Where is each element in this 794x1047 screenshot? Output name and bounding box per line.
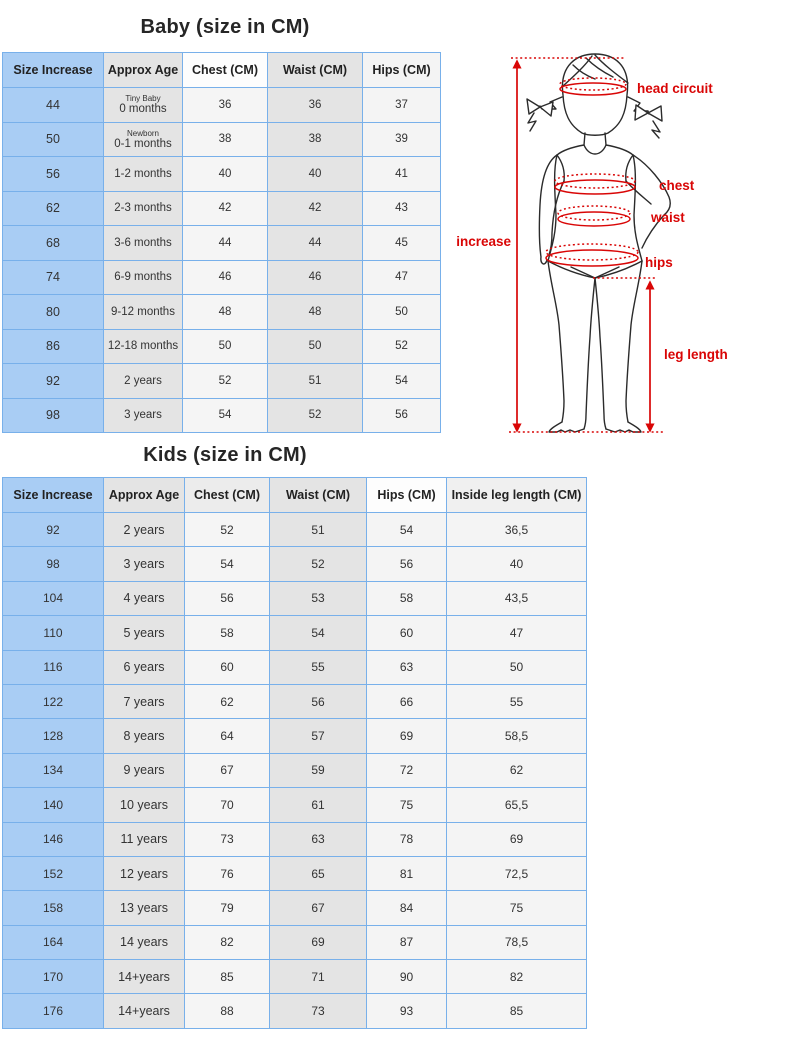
table-cell: 58 — [185, 616, 270, 650]
table-cell: 48 — [268, 295, 363, 330]
table-cell: 152 — [3, 856, 104, 890]
table-cell: 60 — [185, 650, 270, 684]
table-row — [3, 788, 587, 822]
waist-line — [558, 212, 630, 226]
table-cell: 92 — [3, 513, 104, 547]
table-cell: 3 years — [104, 547, 185, 581]
table-row — [3, 226, 441, 261]
table-row — [3, 547, 587, 581]
table-cell: 104 — [3, 581, 104, 615]
table-cell: 47 — [447, 616, 587, 650]
table-cell: 56 — [367, 547, 447, 581]
table-cell: 98 — [3, 398, 104, 433]
table-cell: 69 — [270, 925, 367, 959]
age-note: Newborn — [126, 128, 159, 138]
right-arm — [633, 155, 670, 248]
table-cell: 43,5 — [447, 581, 587, 615]
table-cell: 48 — [183, 295, 268, 330]
table-cell: 44 — [268, 226, 363, 261]
table-row — [3, 994, 587, 1028]
child-illustration — [527, 54, 670, 432]
right-arm-inner — [626, 181, 651, 204]
table-row — [3, 960, 587, 994]
table-cell: 9-12 months — [104, 295, 183, 330]
table-cell: 14 years — [104, 925, 185, 959]
table-row — [3, 581, 587, 615]
table-row — [3, 88, 441, 123]
table-row — [3, 295, 441, 330]
table-cell: 55 — [270, 650, 367, 684]
column-header: Approx Age — [104, 53, 183, 88]
table-cell: 12 years — [104, 856, 185, 890]
table-cell: 41 — [363, 157, 441, 192]
table-cell: 36 — [183, 88, 268, 123]
table-cell — [104, 88, 183, 123]
table-cell: 170 — [3, 960, 104, 994]
table-cell: 36 — [268, 88, 363, 123]
table-cell: 122 — [3, 684, 104, 718]
neck — [605, 133, 633, 155]
table-cell: 56 — [185, 581, 270, 615]
table-cell: 2 years — [104, 364, 183, 399]
right-leg-inner — [595, 278, 606, 429]
table-row — [3, 616, 587, 650]
age-text: 0 months — [119, 103, 167, 116]
table-cell: 56 — [363, 398, 441, 433]
table-cell: 140 — [3, 788, 104, 822]
chest-line — [555, 174, 635, 188]
table-row — [3, 719, 587, 753]
table-cell: 50 — [183, 329, 268, 364]
tank-top-neckline — [584, 145, 606, 154]
column-header: Approx Age — [104, 478, 185, 513]
table-cell: 56 — [270, 684, 367, 718]
table-cell: 75 — [367, 788, 447, 822]
table-cell: 40 — [183, 157, 268, 192]
table-cell: 50 — [447, 650, 587, 684]
table-cell: 110 — [3, 616, 104, 650]
table-cell: 50 — [3, 122, 104, 157]
neck — [557, 133, 585, 155]
age-text: 0-1 months — [114, 137, 172, 150]
table-cell: 12-18 months — [104, 329, 183, 364]
table-cell: 54 — [363, 364, 441, 399]
table-cell: 69 — [447, 822, 587, 856]
header-row — [3, 53, 441, 88]
table-cell: 176 — [3, 994, 104, 1028]
table-cell: 134 — [3, 753, 104, 787]
table-cell: 6-9 months — [104, 260, 183, 295]
table-row — [3, 122, 441, 157]
table-row — [3, 753, 587, 787]
table-cell: 47 — [363, 260, 441, 295]
table-cell: 42 — [268, 191, 363, 226]
column-header: Hips (CM) — [363, 53, 441, 88]
leg-length-label: leg length — [664, 347, 728, 362]
table-cell: 66 — [367, 684, 447, 718]
waist-line — [558, 206, 630, 220]
kids-size-table — [2, 477, 587, 1029]
table-cell: 52 — [363, 329, 441, 364]
table-cell: 3-6 months — [104, 226, 183, 261]
table-cell: 82 — [185, 925, 270, 959]
table-cell: 54 — [367, 513, 447, 547]
table-cell: 82 — [447, 960, 587, 994]
column-header: Waist (CM) — [268, 53, 363, 88]
right-bow — [635, 105, 648, 120]
table-row — [3, 329, 441, 364]
table-cell: 87 — [367, 925, 447, 959]
table-cell: 59 — [270, 753, 367, 787]
hips-label: hips — [645, 255, 673, 270]
table-cell: 80 — [3, 295, 104, 330]
table-row — [3, 822, 587, 856]
torso-side — [633, 155, 642, 261]
table-cell: 51 — [270, 513, 367, 547]
chest-label: chest — [659, 178, 695, 193]
waist-label: waist — [651, 210, 685, 225]
table-row — [3, 191, 441, 226]
table-cell: 63 — [367, 650, 447, 684]
table-cell: 62 — [185, 684, 270, 718]
table-cell: 2-3 months — [104, 191, 183, 226]
table-cell: 67 — [185, 753, 270, 787]
table-cell: 11 years — [104, 822, 185, 856]
table-cell: 65,5 — [447, 788, 587, 822]
table-cell: 1-2 months — [104, 157, 183, 192]
table-cell: 7 years — [104, 684, 185, 718]
table-cell: 64 — [185, 719, 270, 753]
left-leg-inner — [584, 278, 595, 429]
table-cell: 84 — [367, 891, 447, 925]
table-cell: 90 — [367, 960, 447, 994]
table-row — [3, 684, 587, 718]
table-row — [3, 398, 441, 433]
table-cell: 52 — [183, 364, 268, 399]
table-cell: 55 — [447, 684, 587, 718]
table-row — [3, 891, 587, 925]
table-cell: 76 — [185, 856, 270, 890]
table-cell: 44 — [183, 226, 268, 261]
table-cell: 14+years — [104, 994, 185, 1028]
chest-line — [555, 180, 635, 194]
table-cell: 62 — [447, 753, 587, 787]
table-cell: 61 — [270, 788, 367, 822]
table-cell: 37 — [363, 88, 441, 123]
table-cell: 81 — [367, 856, 447, 890]
column-header: Chest (CM) — [185, 478, 270, 513]
table-cell: 3 years — [104, 398, 183, 433]
table-cell: 85 — [185, 960, 270, 994]
left-bow — [527, 99, 540, 114]
baby-table-body — [3, 88, 441, 433]
table-cell: 72 — [367, 753, 447, 787]
age-note: Tiny Baby — [125, 94, 161, 104]
table-cell: 54 — [183, 398, 268, 433]
table-cell: 50 — [363, 295, 441, 330]
table-cell: 70 — [185, 788, 270, 822]
table-row — [3, 856, 587, 890]
head-circuit-label: head circuit — [637, 81, 713, 96]
table-cell: 158 — [3, 891, 104, 925]
right-leg-outer — [626, 261, 642, 422]
table-cell: 38 — [268, 122, 363, 157]
kids-table-body — [3, 513, 587, 1029]
table-cell: 46 — [268, 260, 363, 295]
header-row — [3, 478, 587, 513]
table-cell: 78,5 — [447, 925, 587, 959]
table-cell: 54 — [270, 616, 367, 650]
table-row — [3, 364, 441, 399]
table-cell: 43 — [363, 191, 441, 226]
table-cell: 63 — [270, 822, 367, 856]
table-cell: 54 — [185, 547, 270, 581]
table-cell: 39 — [363, 122, 441, 157]
table-cell: 40 — [268, 157, 363, 192]
table-cell: 58 — [367, 581, 447, 615]
table-cell: 53 — [270, 581, 367, 615]
table-cell: 40 — [447, 547, 587, 581]
table-cell: 75 — [447, 891, 587, 925]
table-cell: 13 years — [104, 891, 185, 925]
table-cell: 116 — [3, 650, 104, 684]
table-cell: 57 — [270, 719, 367, 753]
kids-table-header — [3, 478, 587, 513]
table-cell: 2 years — [104, 513, 185, 547]
table-cell: 85 — [447, 994, 587, 1028]
table-row — [3, 260, 441, 295]
table-cell: 98 — [3, 547, 104, 581]
baby-table-header — [3, 53, 441, 88]
underwear-edge — [571, 267, 619, 278]
table-row — [3, 513, 587, 547]
table-cell: 62 — [3, 191, 104, 226]
column-header: Size Increase — [3, 478, 104, 513]
column-header: Chest (CM) — [183, 53, 268, 88]
table-cell: 9 years — [104, 753, 185, 787]
table-cell: 56 — [3, 157, 104, 192]
table-cell: 86 — [3, 329, 104, 364]
table-row — [3, 157, 441, 192]
right-bow — [648, 106, 662, 121]
column-header: Waist (CM) — [270, 478, 367, 513]
increase-label: increase — [456, 234, 511, 249]
table-cell: 65 — [270, 856, 367, 890]
left-bow — [540, 102, 553, 116]
table-cell: 52 — [268, 398, 363, 433]
column-header: Hips (CM) — [367, 478, 447, 513]
table-cell: 36,5 — [447, 513, 587, 547]
table-cell: 88 — [185, 994, 270, 1028]
table-cell: 78 — [367, 822, 447, 856]
right-foot — [606, 422, 641, 432]
table-cell: 8 years — [104, 719, 185, 753]
column-header: Size Increase — [3, 53, 104, 88]
table-cell: 6 years — [104, 650, 185, 684]
table-cell: 93 — [367, 994, 447, 1028]
table-cell: 72,5 — [447, 856, 587, 890]
table-cell: 164 — [3, 925, 104, 959]
table-cell: 128 — [3, 719, 104, 753]
table-cell: 52 — [270, 547, 367, 581]
table-cell: 50 — [268, 329, 363, 364]
table-cell: 42 — [183, 191, 268, 226]
left-foot — [549, 422, 584, 432]
table-cell: 52 — [185, 513, 270, 547]
left-leg-outer — [548, 261, 564, 422]
table-cell: 71 — [270, 960, 367, 994]
table-cell: 4 years — [104, 581, 185, 615]
baby-table-title: Baby (size in CM) — [140, 16, 310, 38]
table-cell: 67 — [270, 891, 367, 925]
left-braid-tail — [528, 113, 536, 131]
column-header: Inside leg length (CM) — [447, 478, 587, 513]
table-cell: 74 — [3, 260, 104, 295]
table-cell: 69 — [367, 719, 447, 753]
table-cell: 60 — [367, 616, 447, 650]
table-cell: 92 — [3, 364, 104, 399]
table-cell: 10 years — [104, 788, 185, 822]
table-cell: 14+years — [104, 960, 185, 994]
kids-table-title: Kids (size in CM) — [143, 444, 307, 466]
table-cell: 5 years — [104, 616, 185, 650]
table-row — [3, 925, 587, 959]
table-cell: 73 — [185, 822, 270, 856]
baby-size-table — [2, 52, 441, 433]
table-cell: 44 — [3, 88, 104, 123]
table-cell: 51 — [268, 364, 363, 399]
table-cell: 146 — [3, 822, 104, 856]
table-cell: 73 — [270, 994, 367, 1028]
table-cell: 38 — [183, 122, 268, 157]
right-braid-tail — [652, 121, 660, 138]
table-cell: 79 — [185, 891, 270, 925]
table-cell: 46 — [183, 260, 268, 295]
measurement-figure — [445, 45, 794, 445]
table-cell: 45 — [363, 226, 441, 261]
table-cell: 68 — [3, 226, 104, 261]
table-row — [3, 650, 587, 684]
table-cell — [104, 122, 183, 157]
table-cell: 58,5 — [447, 719, 587, 753]
